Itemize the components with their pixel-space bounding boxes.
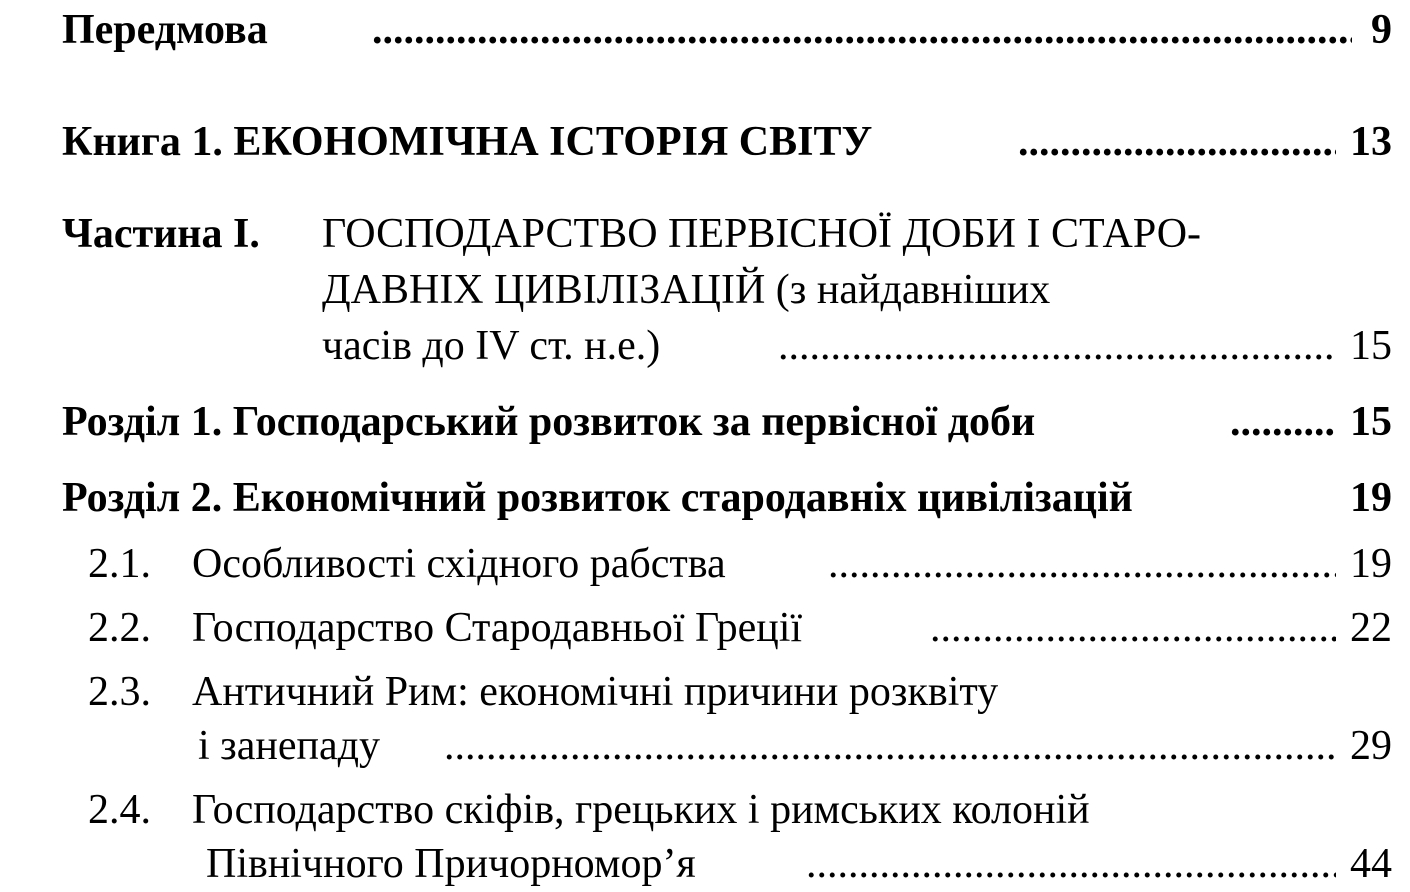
toc-title-continued: і занепаду <box>198 723 381 769</box>
toc-title: Господарство скіфів, грецьких і римських колоній <box>192 787 1090 833</box>
leader-dots <box>1230 394 1336 450</box>
toc-page: 15 <box>1350 399 1392 445</box>
leader-dots <box>1018 114 1336 170</box>
leader-dots <box>444 718 1336 774</box>
toc-title: Розділ 1. Господарський розвиток за первісної доби <box>62 399 1036 445</box>
toc-entry-book1 <box>0 114 1410 170</box>
toc-number: 2.4. <box>88 787 151 833</box>
toc-page: 19 <box>1350 475 1392 521</box>
toc-number: 2.2. <box>88 605 151 651</box>
toc-entry-2-2 <box>0 600 1410 656</box>
toc-page: 44 <box>1350 841 1392 887</box>
toc-entry-section1 <box>0 394 1410 450</box>
toc-title-continued: Північного Причорномор’я <box>206 841 696 887</box>
toc-entry-part1-line1 <box>0 206 1410 262</box>
toc-title: Античний Рим: економічні причини розквіту <box>192 669 999 715</box>
toc-title: Господарство Стародавньої Греції <box>192 605 803 651</box>
toc-entry-2-1 <box>0 536 1410 592</box>
toc-entry-2-4-line1 <box>0 782 1410 838</box>
leader-dots <box>806 836 1336 892</box>
toc-entry-section2 <box>0 470 1410 526</box>
leader-dots <box>778 318 1336 374</box>
toc-part-label: Частина І. <box>62 211 260 257</box>
leader-dots <box>372 2 1352 58</box>
toc-page: 15 <box>1350 323 1392 369</box>
toc-entry-foreword <box>0 2 1410 58</box>
toc-number: 2.1. <box>88 541 151 587</box>
toc-entry-2-4-line2 <box>0 836 1410 892</box>
toc-page: 19 <box>1350 541 1392 587</box>
toc-entry-2-3-line1 <box>0 664 1410 720</box>
toc-title-continued: ДАВНІХ ЦИВІЛІЗАЦІЙ (з найдавніших <box>322 267 1051 313</box>
toc-title: Передмова <box>62 7 268 53</box>
toc-page: 9 <box>1371 7 1392 53</box>
toc-title: Особливості східного рабства <box>192 541 726 587</box>
toc-entry-part1-line2 <box>0 262 1410 318</box>
toc-page: 22 <box>1350 605 1392 651</box>
toc-entry-part1-line3 <box>0 318 1410 374</box>
toc-title: Книга 1. ЕКОНОМІЧНА ІСТОРІЯ СВІТУ <box>62 119 873 165</box>
toc-page: 13 <box>1350 119 1392 165</box>
toc-page: 29 <box>1350 723 1392 769</box>
toc-title-continued: часів до IV ст. н.е.) <box>322 323 661 369</box>
toc-title: ГОСПОДАРСТВО ПЕРВІСНОЇ ДОБИ І СТАРО- <box>322 211 1202 257</box>
toc-entry-2-3-line2 <box>0 718 1410 774</box>
leader-dots <box>930 600 1336 656</box>
toc-title: Розділ 2. Економічний розвиток стародавніх цивілізацій <box>62 475 1133 521</box>
leader-dots <box>828 536 1336 592</box>
toc-number: 2.3. <box>88 669 151 715</box>
